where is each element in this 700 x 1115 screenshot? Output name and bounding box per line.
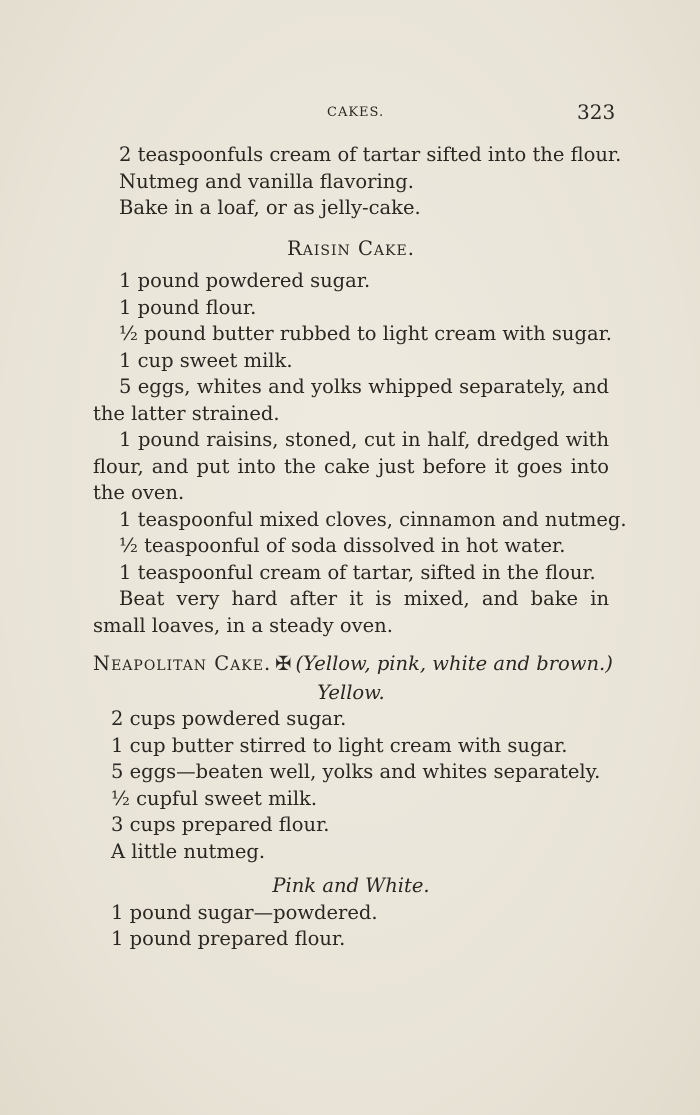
ingredient-line: 1 cup butter stirred to light cream with sugar. — [111, 733, 568, 757]
neapolitan-cake-subtitle: (Yellow, pink, white and brown.) — [295, 652, 613, 675]
yellow-subheading: Yellow. — [317, 680, 385, 704]
running-head — [0, 100, 700, 126]
ingredient-paragraph: 1 pound raisins, stoned, cut in half, dredged with flour, and put into the cake just before it goes into the oven. — [93, 428, 609, 504]
raisin-cake-heading: Raisin Cake. — [287, 236, 415, 260]
text-line: 2 teaspoonfuls cream of tartar sifted into the flour. — [119, 143, 622, 166]
ingredient-line: A little nutmeg. — [111, 839, 266, 863]
ingredient-line: 1 teaspoonful cream of tartar, sifted in the flour. — [119, 560, 596, 584]
instruction-paragraph: Beat very hard after it is mixed, and bake in small loaves, in a steady oven. — [93, 587, 609, 637]
neapolitan-cake-title: Neapolitan Cake. — [93, 652, 272, 675]
ingredient-line: 3 cups prepared flour. — [111, 813, 330, 836]
ingredient-line: ½ cupful sweet milk. — [111, 786, 318, 810]
neapolitan-cake-heading — [93, 651, 613, 678]
ingredient-line: 5 eggs—beaten well, yolks and whites separately. — [111, 760, 601, 783]
ingredient-paragraph: 5 eggs, whites and yolks whipped separately, and the latter strained. — [93, 375, 609, 425]
ingredient-line: 1 teaspoonful mixed cloves, cinnamon and nutmeg. — [119, 507, 627, 531]
ingredient-line: 1 pound prepared flour. — [111, 927, 346, 950]
ingredient-line: 1 pound powdered sugar. — [119, 269, 371, 292]
page-number: 323 — [577, 100, 616, 124]
ingredient-line: 1 cup sweet milk. — [119, 348, 293, 372]
ingredient-line: 2 cups powdered sugar. — [111, 707, 347, 730]
text-line: Nutmeg and vanilla flavoring. — [119, 169, 414, 193]
text-line: Bake in a loaf, or as jelly-cake. — [119, 196, 421, 219]
ingredient-line: 1 pound flour. — [119, 295, 257, 319]
ingredient-line: 1 pound sugar—powdered. — [111, 900, 378, 924]
pink-white-subheading: Pink and White. — [272, 874, 430, 897]
page-body — [93, 142, 627, 953]
ingredient-line: ½ teaspoonful of soda dissolved in hot water. — [119, 534, 566, 557]
running-head-title: CAKES. — [327, 105, 385, 120]
ingredient-line: ½ pound butter rubbed to light cream with sugar. — [119, 322, 612, 345]
cross-mark-icon: ✠ — [275, 652, 292, 675]
